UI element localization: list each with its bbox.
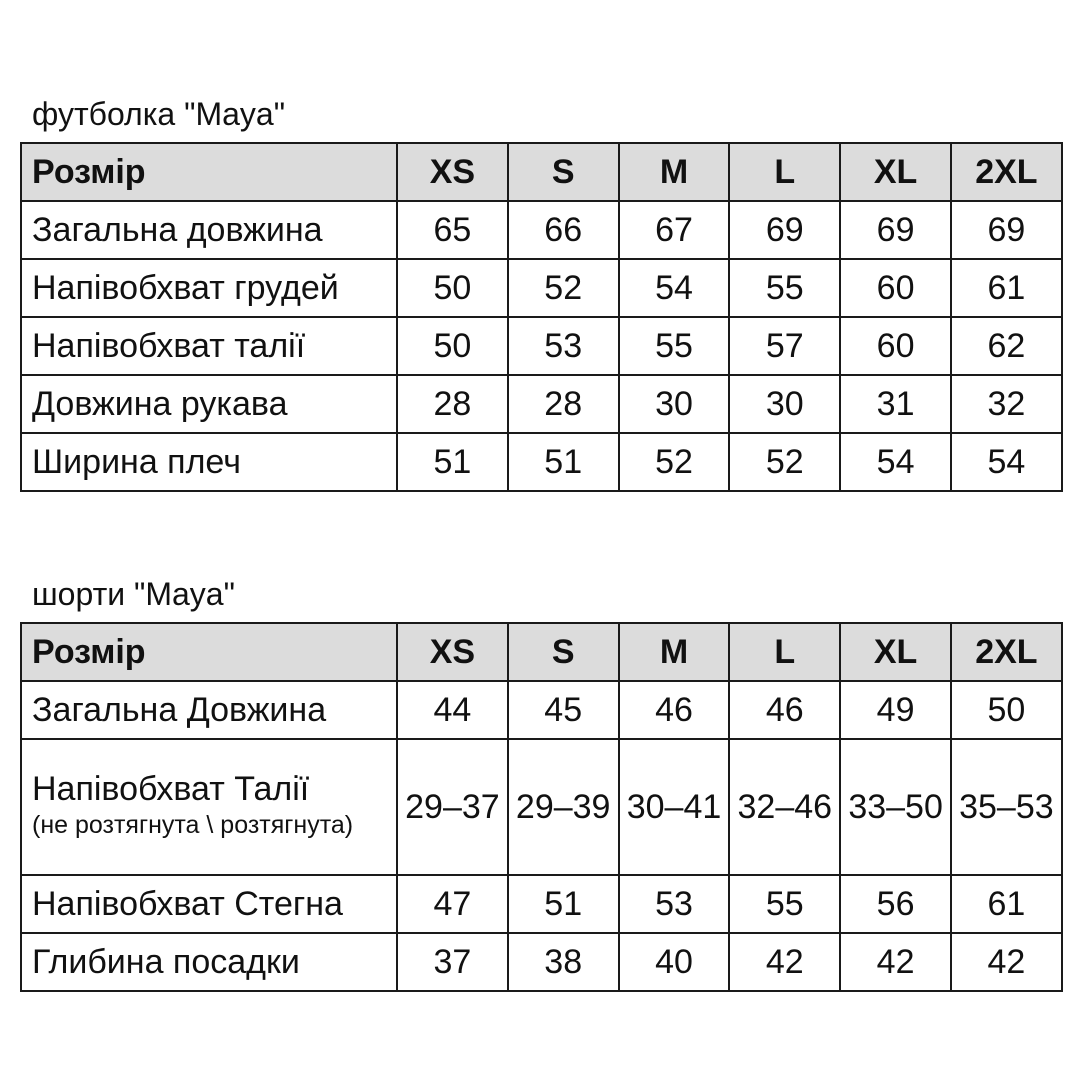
- table-cell: 52: [619, 433, 730, 491]
- table-cell: 30–41: [619, 739, 730, 875]
- row-sublabel-text: (не розтягнута \ розтягнута): [32, 811, 354, 839]
- table-cell: 54: [951, 433, 1062, 491]
- table-row: [21, 375, 1062, 433]
- row-label: Загальна довжина: [21, 201, 397, 259]
- table-cell: 37: [397, 933, 508, 991]
- table-cell: 33–50: [840, 739, 951, 875]
- header-size-m: M: [619, 623, 730, 681]
- table-cell: 46: [619, 681, 730, 739]
- table-cell: 40: [619, 933, 730, 991]
- table-cell: 66: [508, 201, 619, 259]
- table-row: [21, 933, 1062, 991]
- row-label: Напівобхват грудей: [21, 259, 397, 317]
- table-cell: 55: [729, 875, 840, 933]
- header-size-xs: XS: [397, 623, 508, 681]
- table-cell: 55: [619, 317, 730, 375]
- table-cell: 61: [951, 259, 1062, 317]
- table-row: [21, 433, 1062, 491]
- header-size-s: S: [508, 623, 619, 681]
- table-cell: 32: [951, 375, 1062, 433]
- table-cell: 67: [619, 201, 730, 259]
- table-cell: 49: [840, 681, 951, 739]
- table-row: [21, 317, 1062, 375]
- table-cell: 54: [840, 433, 951, 491]
- table-cell: 32–46: [729, 739, 840, 875]
- table-cell: 69: [840, 201, 951, 259]
- header-size-s: S: [508, 143, 619, 201]
- table-cell: 46: [729, 681, 840, 739]
- table-cell: 42: [840, 933, 951, 991]
- header-size-2xl: 2XL: [951, 143, 1062, 201]
- table-cell: 42: [951, 933, 1062, 991]
- table-header-row: [21, 143, 1062, 201]
- table-cell: 50: [951, 681, 1062, 739]
- table-cell: 38: [508, 933, 619, 991]
- table-cell: 50: [397, 259, 508, 317]
- table-row: [21, 259, 1062, 317]
- table-row: [21, 739, 1062, 875]
- row-label: Напівобхват талії: [21, 317, 397, 375]
- tshirt-size-table: [20, 142, 1063, 492]
- table-cell: 42: [729, 933, 840, 991]
- table-cell: 30: [619, 375, 730, 433]
- table-cell: 53: [508, 317, 619, 375]
- table-cell: 60: [840, 259, 951, 317]
- header-size-label: Розмір: [21, 143, 397, 201]
- header-size-xl: XL: [840, 623, 951, 681]
- header-size-2xl: 2XL: [951, 623, 1062, 681]
- shorts-table-caption: шорти "Maya": [32, 576, 235, 612]
- table-cell: 51: [397, 433, 508, 491]
- table-cell: 61: [951, 875, 1062, 933]
- table-cell: 55: [729, 259, 840, 317]
- table-cell: 51: [508, 433, 619, 491]
- shorts-size-table: [20, 622, 1063, 992]
- table-header-row: [21, 623, 1062, 681]
- row-label: Глибина посадки: [21, 933, 397, 991]
- table-cell: 53: [619, 875, 730, 933]
- table-row: [21, 875, 1062, 933]
- table-cell: 28: [508, 375, 619, 433]
- table-cell: 51: [508, 875, 619, 933]
- row-label-text: Напівобхват Талії: [32, 770, 310, 808]
- header-size-xs: XS: [397, 143, 508, 201]
- table-cell: 35–53: [951, 739, 1062, 875]
- table-cell: 57: [729, 317, 840, 375]
- table-cell: 47: [397, 875, 508, 933]
- table-cell: 52: [508, 259, 619, 317]
- row-label: Напівобхват Стегна: [21, 875, 397, 933]
- table-cell: 31: [840, 375, 951, 433]
- table-cell: 65: [397, 201, 508, 259]
- table-cell: 69: [729, 201, 840, 259]
- table-cell: 52: [729, 433, 840, 491]
- header-size-m: M: [619, 143, 730, 201]
- table-cell: 62: [951, 317, 1062, 375]
- header-size-xl: XL: [840, 143, 951, 201]
- table-cell: 29–39: [508, 739, 619, 875]
- table-cell: 60: [840, 317, 951, 375]
- row-label: [21, 739, 397, 875]
- table-cell: 50: [397, 317, 508, 375]
- table-cell: 45: [508, 681, 619, 739]
- table-cell: 30: [729, 375, 840, 433]
- table-cell: 44: [397, 681, 508, 739]
- table-cell: 69: [951, 201, 1062, 259]
- table-cell: 56: [840, 875, 951, 933]
- table-cell: 28: [397, 375, 508, 433]
- header-size-label: Розмір: [21, 623, 397, 681]
- row-label: Довжина рукава: [21, 375, 397, 433]
- tshirt-table-caption: футболка "Maya": [32, 96, 286, 132]
- table-row: [21, 201, 1062, 259]
- table-cell: 29–37: [397, 739, 508, 875]
- header-size-l: L: [729, 143, 840, 201]
- table-row: [21, 681, 1062, 739]
- header-size-l: L: [729, 623, 840, 681]
- table-cell: 54: [619, 259, 730, 317]
- row-label: Загальна Довжина: [21, 681, 397, 739]
- row-label: Ширина плеч: [21, 433, 397, 491]
